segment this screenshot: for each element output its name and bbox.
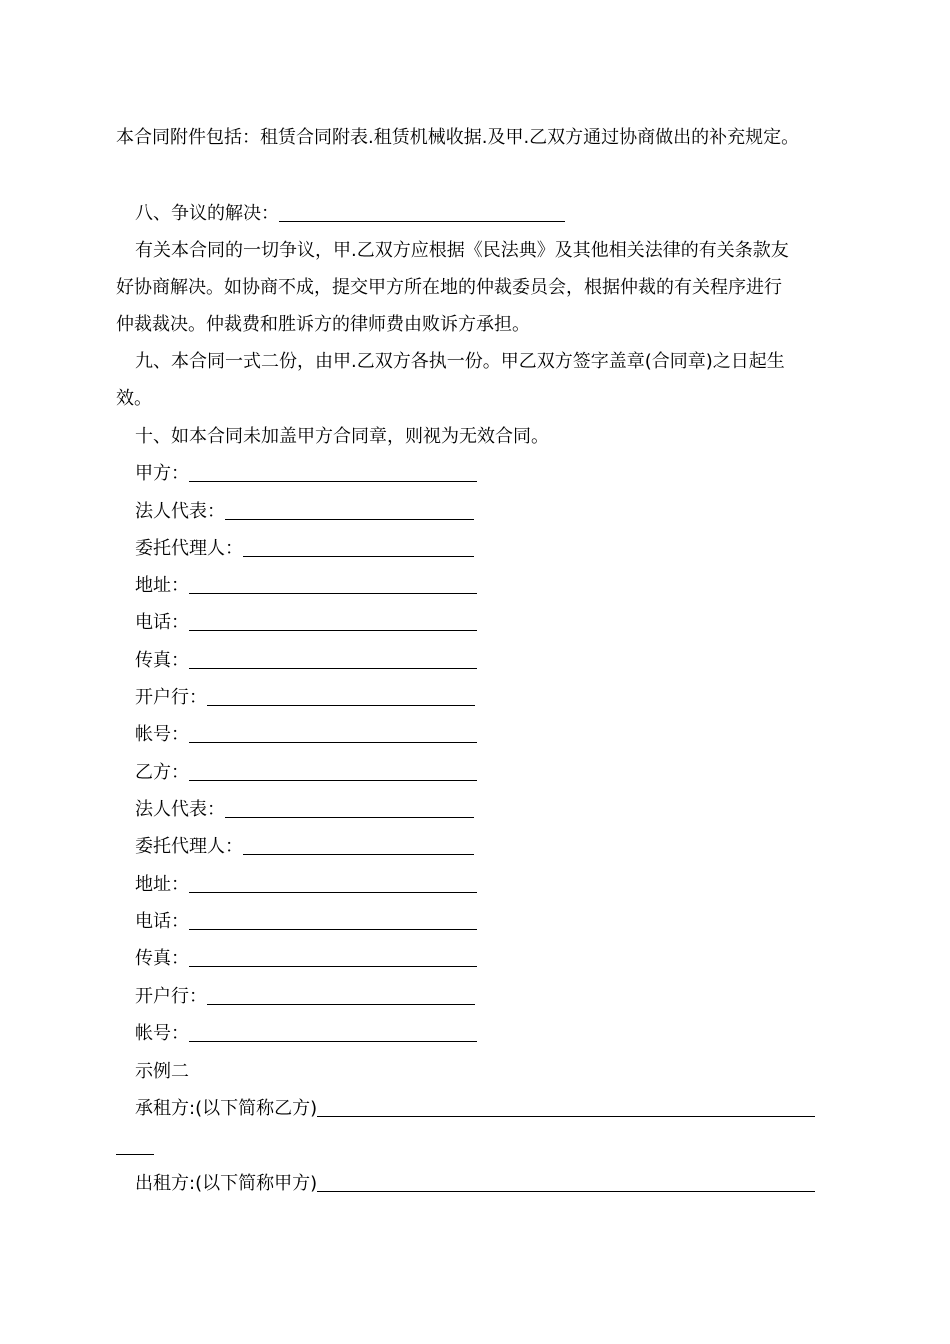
party-a-phone-field[interactable] [189,612,477,631]
party-a-name-line [135,462,477,486]
party-a-address-line [135,574,477,598]
party-b-fax-line [135,947,477,971]
party-b-name-label: 乙方： [135,762,189,783]
article9-line-2: 效。 [116,388,152,409]
party-b-address-line [135,873,477,897]
party-a-fax-line [135,649,477,673]
party-a-address-field[interactable] [189,575,477,594]
party-b-bank-label: 开户行： [135,986,207,1007]
lessee-field[interactable] [317,1098,815,1117]
party-b-agent-line [135,835,474,859]
lessor-label: 出租方:(以下简称甲方) [135,1173,318,1194]
party-b-agent-label: 委托代理人： [135,836,243,857]
article8-body-line-2: 好协商解决。如协商不成，提交甲方所在地的仲裁委员会，根据仲裁的有关程序进行 [116,277,782,298]
party-b-legal-rep-line [135,798,474,822]
party-a-bank-line [135,686,475,710]
article10: 十、如本合同未加盖甲方合同章，则视为无效合同。 [135,426,549,447]
party-a-address-label: 地址： [135,575,189,596]
party-b-account-field[interactable] [189,1023,477,1042]
lessee-field-continuation [116,1135,154,1155]
party-b-phone-field[interactable] [189,911,477,930]
lessor-line [135,1172,815,1196]
party-b-phone-line [135,910,477,934]
party-a-fax-field[interactable] [189,650,477,669]
party-a-agent-line [135,537,474,561]
party-a-bank-label: 开户行： [135,687,207,708]
party-a-fax-label: 传真： [135,650,189,671]
party-b-address-field[interactable] [189,874,477,893]
party-a-legal-rep-field[interactable] [225,501,474,520]
lessor-field[interactable] [317,1173,815,1192]
party-a-name-label: 甲方： [135,463,189,484]
party-a-account-label: 帐号： [135,724,189,745]
party-b-phone-label: 电话： [135,911,189,932]
party-b-fax-label: 传真： [135,948,189,969]
party-a-legal-rep-label: 法人代表： [135,501,225,522]
article8-heading-line [135,202,565,226]
lessee-line [135,1097,815,1121]
party-b-agent-field[interactable] [243,836,474,855]
article8-blank[interactable] [279,203,565,222]
article8-body-line-3: 仲裁裁决。仲裁费和胜诉方的律师费由败诉方承担。 [116,314,530,335]
party-b-bank-line [135,985,475,1009]
lessee-label: 承租方:(以下简称乙方) [135,1098,318,1119]
party-b-name-field[interactable] [189,762,477,781]
article8-body-line-1: 有关本合同的一切争议，甲.乙双方应根据《民法典》及其他相关法律的有关条款友 [135,240,789,261]
party-a-name-field[interactable] [189,463,477,482]
attachments-clause: 本合同附件包括：租赁合同附表.租赁机械收据.及甲.乙双方通过协商做出的补充规定。 [116,127,800,148]
article9-line-1: 九、本合同一式二份，由甲.乙双方各执一份。甲乙双方签字盖章(合同章)之日起生 [135,351,785,372]
article8-heading: 八、争议的解决： [135,203,279,224]
party-b-address-label: 地址： [135,874,189,895]
party-a-agent-label: 委托代理人： [135,538,243,559]
party-a-legal-rep-line [135,500,474,524]
party-b-account-label: 帐号： [135,1023,189,1044]
party-a-phone-line [135,611,477,635]
party-a-bank-field[interactable] [207,687,475,706]
party-b-legal-rep-label: 法人代表： [135,799,225,820]
party-b-name-line [135,761,477,785]
party-a-phone-label: 电话： [135,612,189,633]
party-a-account-line [135,723,477,747]
party-b-account-line [135,1022,477,1046]
party-b-fax-field[interactable] [189,948,477,967]
party-a-agent-field[interactable] [243,538,474,557]
example2-title: 示例二 [135,1061,189,1082]
party-a-account-field[interactable] [189,724,477,743]
party-b-bank-field[interactable] [207,986,475,1005]
party-b-legal-rep-field[interactable] [225,799,474,818]
